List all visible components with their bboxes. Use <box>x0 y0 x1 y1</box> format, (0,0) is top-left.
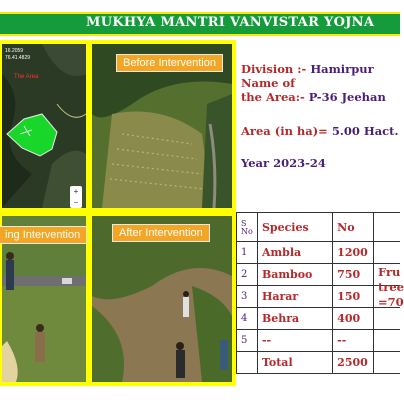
name-line <box>241 90 386 104</box>
map-zoom-control[interactable]: + − <box>70 186 82 208</box>
division-label: Division :- <box>241 62 307 76</box>
map-coordinate-2: 76.41.4829 <box>5 55 31 61</box>
table-row <box>237 242 401 264</box>
area-line <box>241 124 399 138</box>
fruit-tree-note <box>378 265 404 310</box>
row-count: 750 <box>333 264 374 286</box>
row-count: 1200 <box>333 242 374 264</box>
table-total-row <box>237 352 401 374</box>
during-intervention-label: ing Intervention <box>0 226 87 244</box>
after-intervention-photo <box>92 216 232 382</box>
header-sno-2: No <box>241 227 253 236</box>
map-area-label: The Area <box>14 74 39 80</box>
map-photo <box>2 44 86 208</box>
total-no-cell <box>237 352 258 374</box>
photo-grid-frame <box>0 40 236 386</box>
table-row <box>237 330 401 352</box>
row-count: 400 <box>333 308 374 330</box>
name-label-1: Name of <box>241 76 296 90</box>
map-coordinate-1: 16.2059 <box>5 48 24 54</box>
table-row <box>237 286 401 308</box>
year-line <box>241 156 326 170</box>
table-header-row <box>237 213 401 242</box>
table-row <box>237 264 401 286</box>
row-species: Ambla <box>257 242 332 264</box>
header-species: Species <box>257 213 332 242</box>
table-cell-extra <box>374 242 400 264</box>
row-species: -- <box>257 330 332 352</box>
fruit-note-line-3: =70 <box>378 295 404 309</box>
name-value: P-36 Jeehan <box>308 90 386 104</box>
area-value: 5.00 Hact. <box>331 124 399 138</box>
table-cell-extra <box>374 213 400 242</box>
total-label: Total <box>257 352 332 374</box>
after-intervention-label: After Intervention <box>112 224 210 242</box>
table-cell-extra <box>374 352 400 374</box>
during-intervention-photo <box>2 216 86 382</box>
row-no: 4 <box>237 308 258 330</box>
title-banner <box>0 12 400 36</box>
name-label-2: the Area:- <box>241 90 305 104</box>
row-no: 3 <box>237 286 258 308</box>
division-value: Hamirpur <box>310 62 374 76</box>
row-count: 150 <box>333 286 374 308</box>
table-row <box>237 308 401 330</box>
total-value: 2500 <box>333 352 374 374</box>
before-intervention-label: Before Intervention <box>116 54 223 72</box>
name-label-line-1 <box>241 76 295 90</box>
before-intervention-photo <box>92 44 232 208</box>
year-value: 2023-24 <box>273 156 326 170</box>
table-cell-extra <box>374 308 400 330</box>
row-no: 2 <box>237 264 258 286</box>
year-label: Year <box>241 156 270 170</box>
map-image <box>2 44 86 208</box>
fruit-note-line-2: tree <box>378 280 404 294</box>
division-line <box>241 62 374 76</box>
banner-title: MUKHYA MANTRI VANVISTAR YOJNA <box>86 15 375 30</box>
header-sno-1: S <box>241 219 247 228</box>
row-species: Bamboo <box>257 264 332 286</box>
row-count: -- <box>333 330 374 352</box>
row-species: Behra <box>257 308 332 330</box>
row-no: 1 <box>237 242 258 264</box>
row-species: Harar <box>257 286 332 308</box>
header-count: No <box>333 213 374 242</box>
row-no: 5 <box>237 330 258 352</box>
table-cell-extra <box>374 330 400 352</box>
area-label: Area (in ha)= <box>241 124 328 138</box>
species-table <box>236 212 400 374</box>
fruit-note-line-1: Fru <box>378 265 401 279</box>
header-sno <box>237 213 258 242</box>
